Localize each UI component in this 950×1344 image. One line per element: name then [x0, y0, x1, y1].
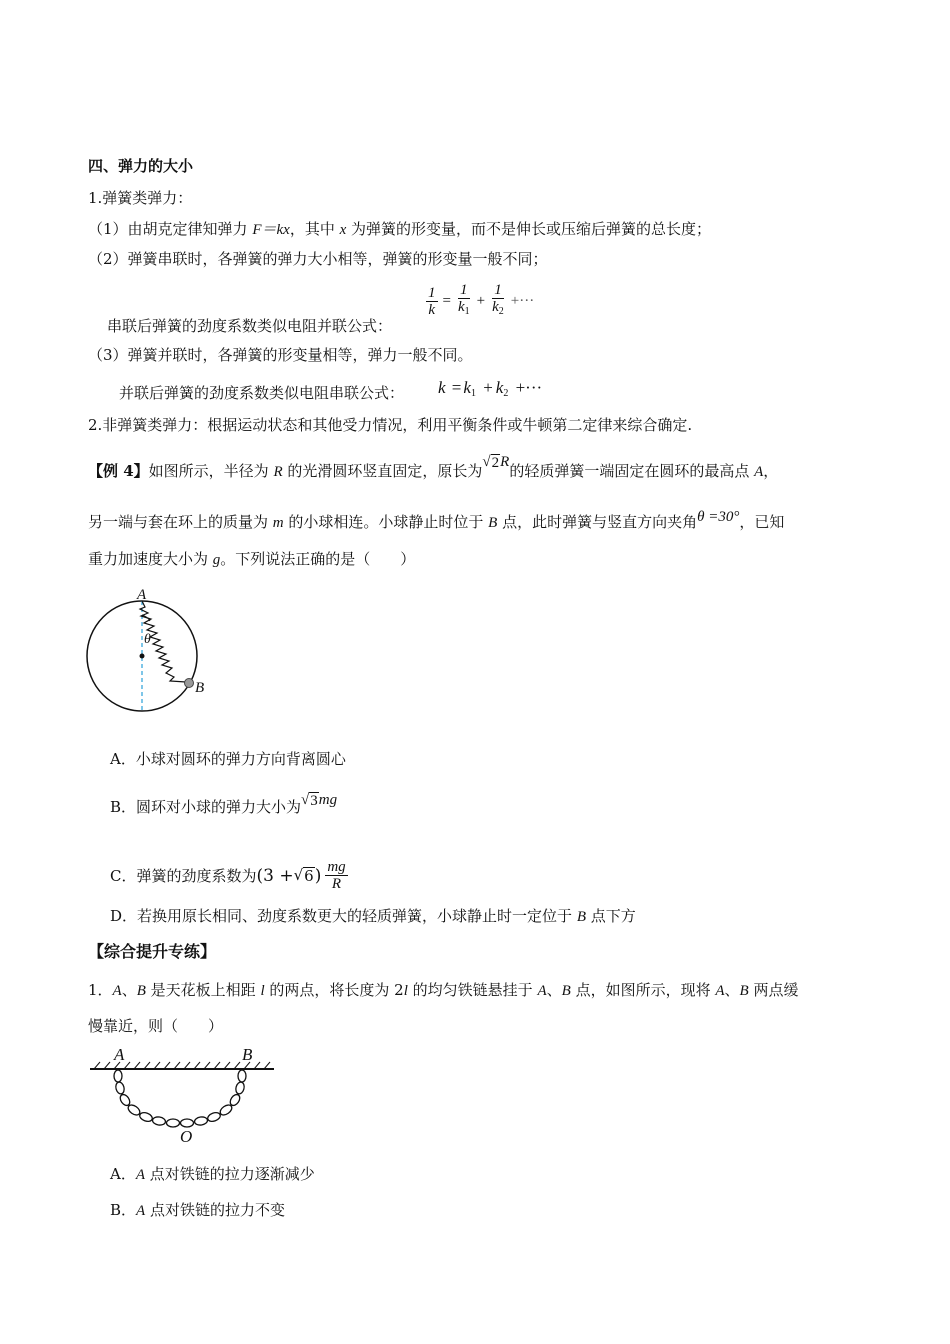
series-label: 串联后弹簧的劲度系数类似电阻并联公式：	[107, 317, 393, 335]
label-B: B	[195, 680, 205, 696]
example4-option-a: A．小球对圆环的弹力方向背离圆心	[110, 750, 346, 768]
item-2: 2.非弹簧类弹力：根据运动状态和其他受力情况，利用平衡条件或牛顿第二定律来综合确定.	[88, 416, 693, 434]
practice-q1-line1: 1．A、B 是天花板上相距 l 的两点，将长度为 2l 的均匀铁链悬挂于 A、B 点，如图所示，现将 A、B 两点缓	[88, 981, 799, 999]
example4-option-d: D．若换用原长相同、劲度系数更大的轻质弹簧，小球静止时一定位于 B 点下方	[110, 907, 636, 925]
parallel-label: 并联后弹簧的劲度系数类似电阻串联公式：	[119, 384, 405, 402]
chain-label-A: A	[114, 1045, 125, 1064]
practice-q1-option-a: A．A 点对铁链的拉力逐渐减少	[110, 1165, 315, 1183]
chain	[114, 1070, 246, 1127]
item-1: 1.弹簧类弹力：	[88, 189, 193, 207]
example4-line2: 另一端与套在环上的质量为 m 的小球相连。小球静止时位于 B 点，此时弹簧与竖直方向夹角θ =30°，已知	[88, 509, 785, 531]
practice-q1-line2: 慢靠近，则（ ）	[88, 1017, 224, 1035]
hanging-chain-figure	[88, 1044, 278, 1144]
item-1-1: （1）由胡克定律知弹力 F＝kx，其中 x 为弹簧的形变量，而不是伸长或压缩后弹簧的总长度；	[88, 220, 712, 238]
chain-label-B: B	[242, 1045, 253, 1064]
item-1-3: （3）弹簧并联时，各弹簧的形变量相等，弹力一般不同。	[88, 346, 473, 364]
example4-option-c: C．弹簧的劲度系数为 (3 + √ 6 ) $\frac{mg}{R}$	[110, 859, 346, 892]
chain-label-O: O	[180, 1127, 193, 1144]
label-A: A	[137, 587, 147, 603]
example4-option-b: B．圆环对小球的弹力大小为 √ 3 mg	[110, 792, 338, 816]
example4-line3: 重力加速度大小为 g。下列说法正确的是（ ）	[88, 550, 416, 568]
practice-q1-option-b: B．A 点对铁链的拉力不变	[110, 1201, 285, 1219]
label-theta: θ	[144, 632, 151, 647]
center-dot	[140, 654, 145, 659]
parallel-formula: $k = k_1 + k_2$ +···	[438, 378, 543, 399]
ring-spring-figure	[82, 585, 222, 715]
example4-line1: 【例 4】如图所示，半径为 R 的光滑圆环竖直固定，原长为 √ 2 R 的轻质弹簧一端固定在圆环的最高点 A，	[88, 454, 779, 480]
section-title: 四、弹力的大小	[88, 157, 194, 175]
series-formula: $\frac{1}{k}$ = $\frac{1}{k_1}$ + $\frac{1}{k_2}$ +···	[428, 282, 535, 318]
practice-title: 【综合提升专练】	[88, 942, 217, 961]
ball	[185, 679, 194, 688]
item-1-2: （2）弹簧串联时，各弹簧的弹力大小相等，弹簧的形变量一般不同；	[88, 250, 548, 268]
